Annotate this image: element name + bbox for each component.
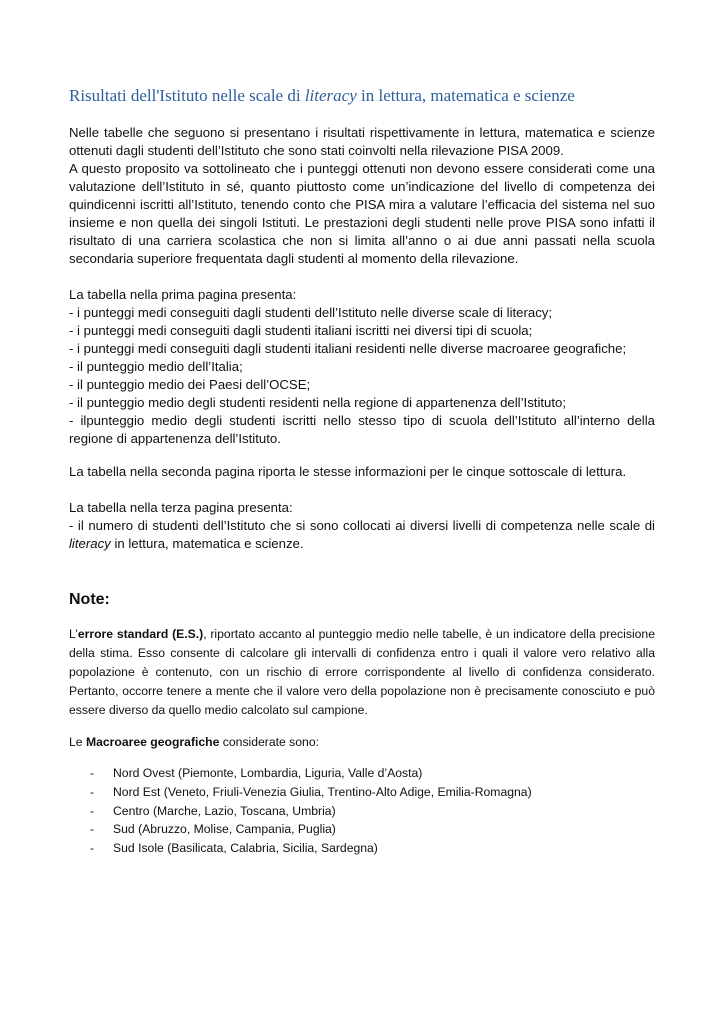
third-page-section — [69, 499, 655, 553]
third-page-item-suffix: in lettura, matematica e scienze. — [110, 536, 304, 551]
macro-prefix: Le — [69, 735, 86, 749]
intro-paragraph-2: A questo proposito va sottolineato che i punteggi ottenuti non devono essere considerati come una valutazione dell’Istituto in sé, quanto piuttosto come un’indicazione del livello di competenza dei quindicenni iscritti all’Istituto, tenendo conto che PISA mira a valutare l’efficacia del sistema nel suo insieme e non quella dei singoli Istituti. Le prestazioni degli studenti nelle prove PISA sono infatti il risultato di una carriera scolastica che non si limita all’anno o ai due anni passati nella scuola secondaria superiore frequentata dagli studenti al momento della rilevazione. — [69, 161, 655, 266]
list-item: - il punteggio medio degli studenti residenti nella regione di appartenenza dell’Istituto; — [69, 395, 567, 410]
list-item — [90, 801, 532, 820]
list-item: - il punteggio medio dei Paesi dell’OCSE; — [69, 377, 311, 392]
list-item — [90, 764, 532, 783]
list-item: - il punteggio medio dell’Italia; — [69, 359, 243, 374]
area-label: Nord Est (Veneto, Friuli-Venezia Giulia, Trentino-Alto Adige, Emilia-Romagna) — [113, 785, 532, 800]
note-bold-term: errore standard (E.S.) — [77, 627, 204, 641]
list-item — [90, 839, 532, 858]
title-suffix: in lettura, matematica e scienze — [356, 86, 575, 105]
list-item: - ilpunteggio medio degli studenti iscritti nello stesso tipo di scuola dell’Istituto all’interno della regione di appartenenza dell’Istituto. — [69, 413, 655, 446]
notes-heading: Note: — [69, 591, 110, 608]
macroareas-intro — [69, 733, 655, 752]
macro-suffix: considerate sono: — [219, 735, 320, 749]
third-page-item — [69, 517, 655, 553]
dash-bullet: - — [90, 822, 95, 837]
first-page-heading: La tabella nella prima pagina presenta: — [69, 287, 297, 302]
area-label: Centro (Marche, Lazio, Toscana, Umbria) — [113, 803, 336, 818]
macro-bold-term: Macroaree geografiche — [85, 735, 220, 749]
third-page-heading: La tabella nella terza pagina presenta: — [69, 500, 293, 515]
note-text: , riportato accanto al punteggio medio nelle tabelle, è un indicatore della precisione della stima. Esso consente di calcolare gli intervalli di confidenza entro i quali il valore vero relativo alla popolazione è contenuto, con un rischio di errore corrispondente al livello di confidenza considerato. Pertanto, occorre tenere a mente che il valore vero della popolazione non è precisamente conosciuto e può essere diverso da quello medio calcolato sul campione. — [69, 627, 655, 717]
area-label: Sud (Abruzzo, Molise, Campania, Puglia) — [113, 822, 336, 837]
third-page-item-emphasis: literacy — [69, 536, 111, 551]
macroareas-list — [90, 764, 532, 857]
dash-bullet: - — [90, 803, 95, 818]
title-emphasis: literacy — [304, 86, 357, 105]
area-label: Nord Ovest (Piemonte, Lombardia, Liguria, Valle d’Aosta) — [113, 766, 423, 781]
area-label: Sud Isole (Basilicata, Calabria, Sicilia, Sardegna) — [113, 841, 378, 856]
list-item: - i punteggi medi conseguiti dagli studenti dell’Istituto nelle diverse scale di literacy; — [69, 305, 553, 320]
list-item: - i punteggi medi conseguiti dagli studenti italiani residenti nelle diverse macroaree geografiche; — [69, 341, 627, 356]
list-item — [90, 820, 532, 839]
dash-bullet: - — [90, 785, 95, 800]
intro-paragraph-1: Nelle tabelle che seguono si presentano i risultati rispettivamente in lettura, matematica e scienze ottenuti dagli studenti dell’Istituto che sono stati coinvolti nella rilevazione PISA 2009. — [69, 125, 655, 158]
list-item: - i punteggi medi conseguiti dagli studenti italiani iscritti nei diversi tipi di scuola; — [69, 323, 533, 338]
list-item — [90, 783, 532, 802]
dash-bullet: - — [90, 766, 95, 781]
title-prefix: Risultati dell'Istituto nelle scale di — [69, 86, 305, 105]
document-title — [69, 86, 669, 106]
first-page-section — [69, 286, 655, 448]
note-prefix: L’ — [69, 627, 78, 641]
second-page-paragraph: La tabella nella seconda pagina riporta le stesse informazioni per le cinque sottoscale di lettura. — [69, 464, 627, 479]
dash-bullet: - — [90, 841, 95, 856]
standard-error-note — [69, 625, 655, 720]
third-page-item-text: - il numero di studenti dell’Istituto che si sono collocati ai diversi livelli di competenza nelle scale di — [69, 518, 655, 533]
